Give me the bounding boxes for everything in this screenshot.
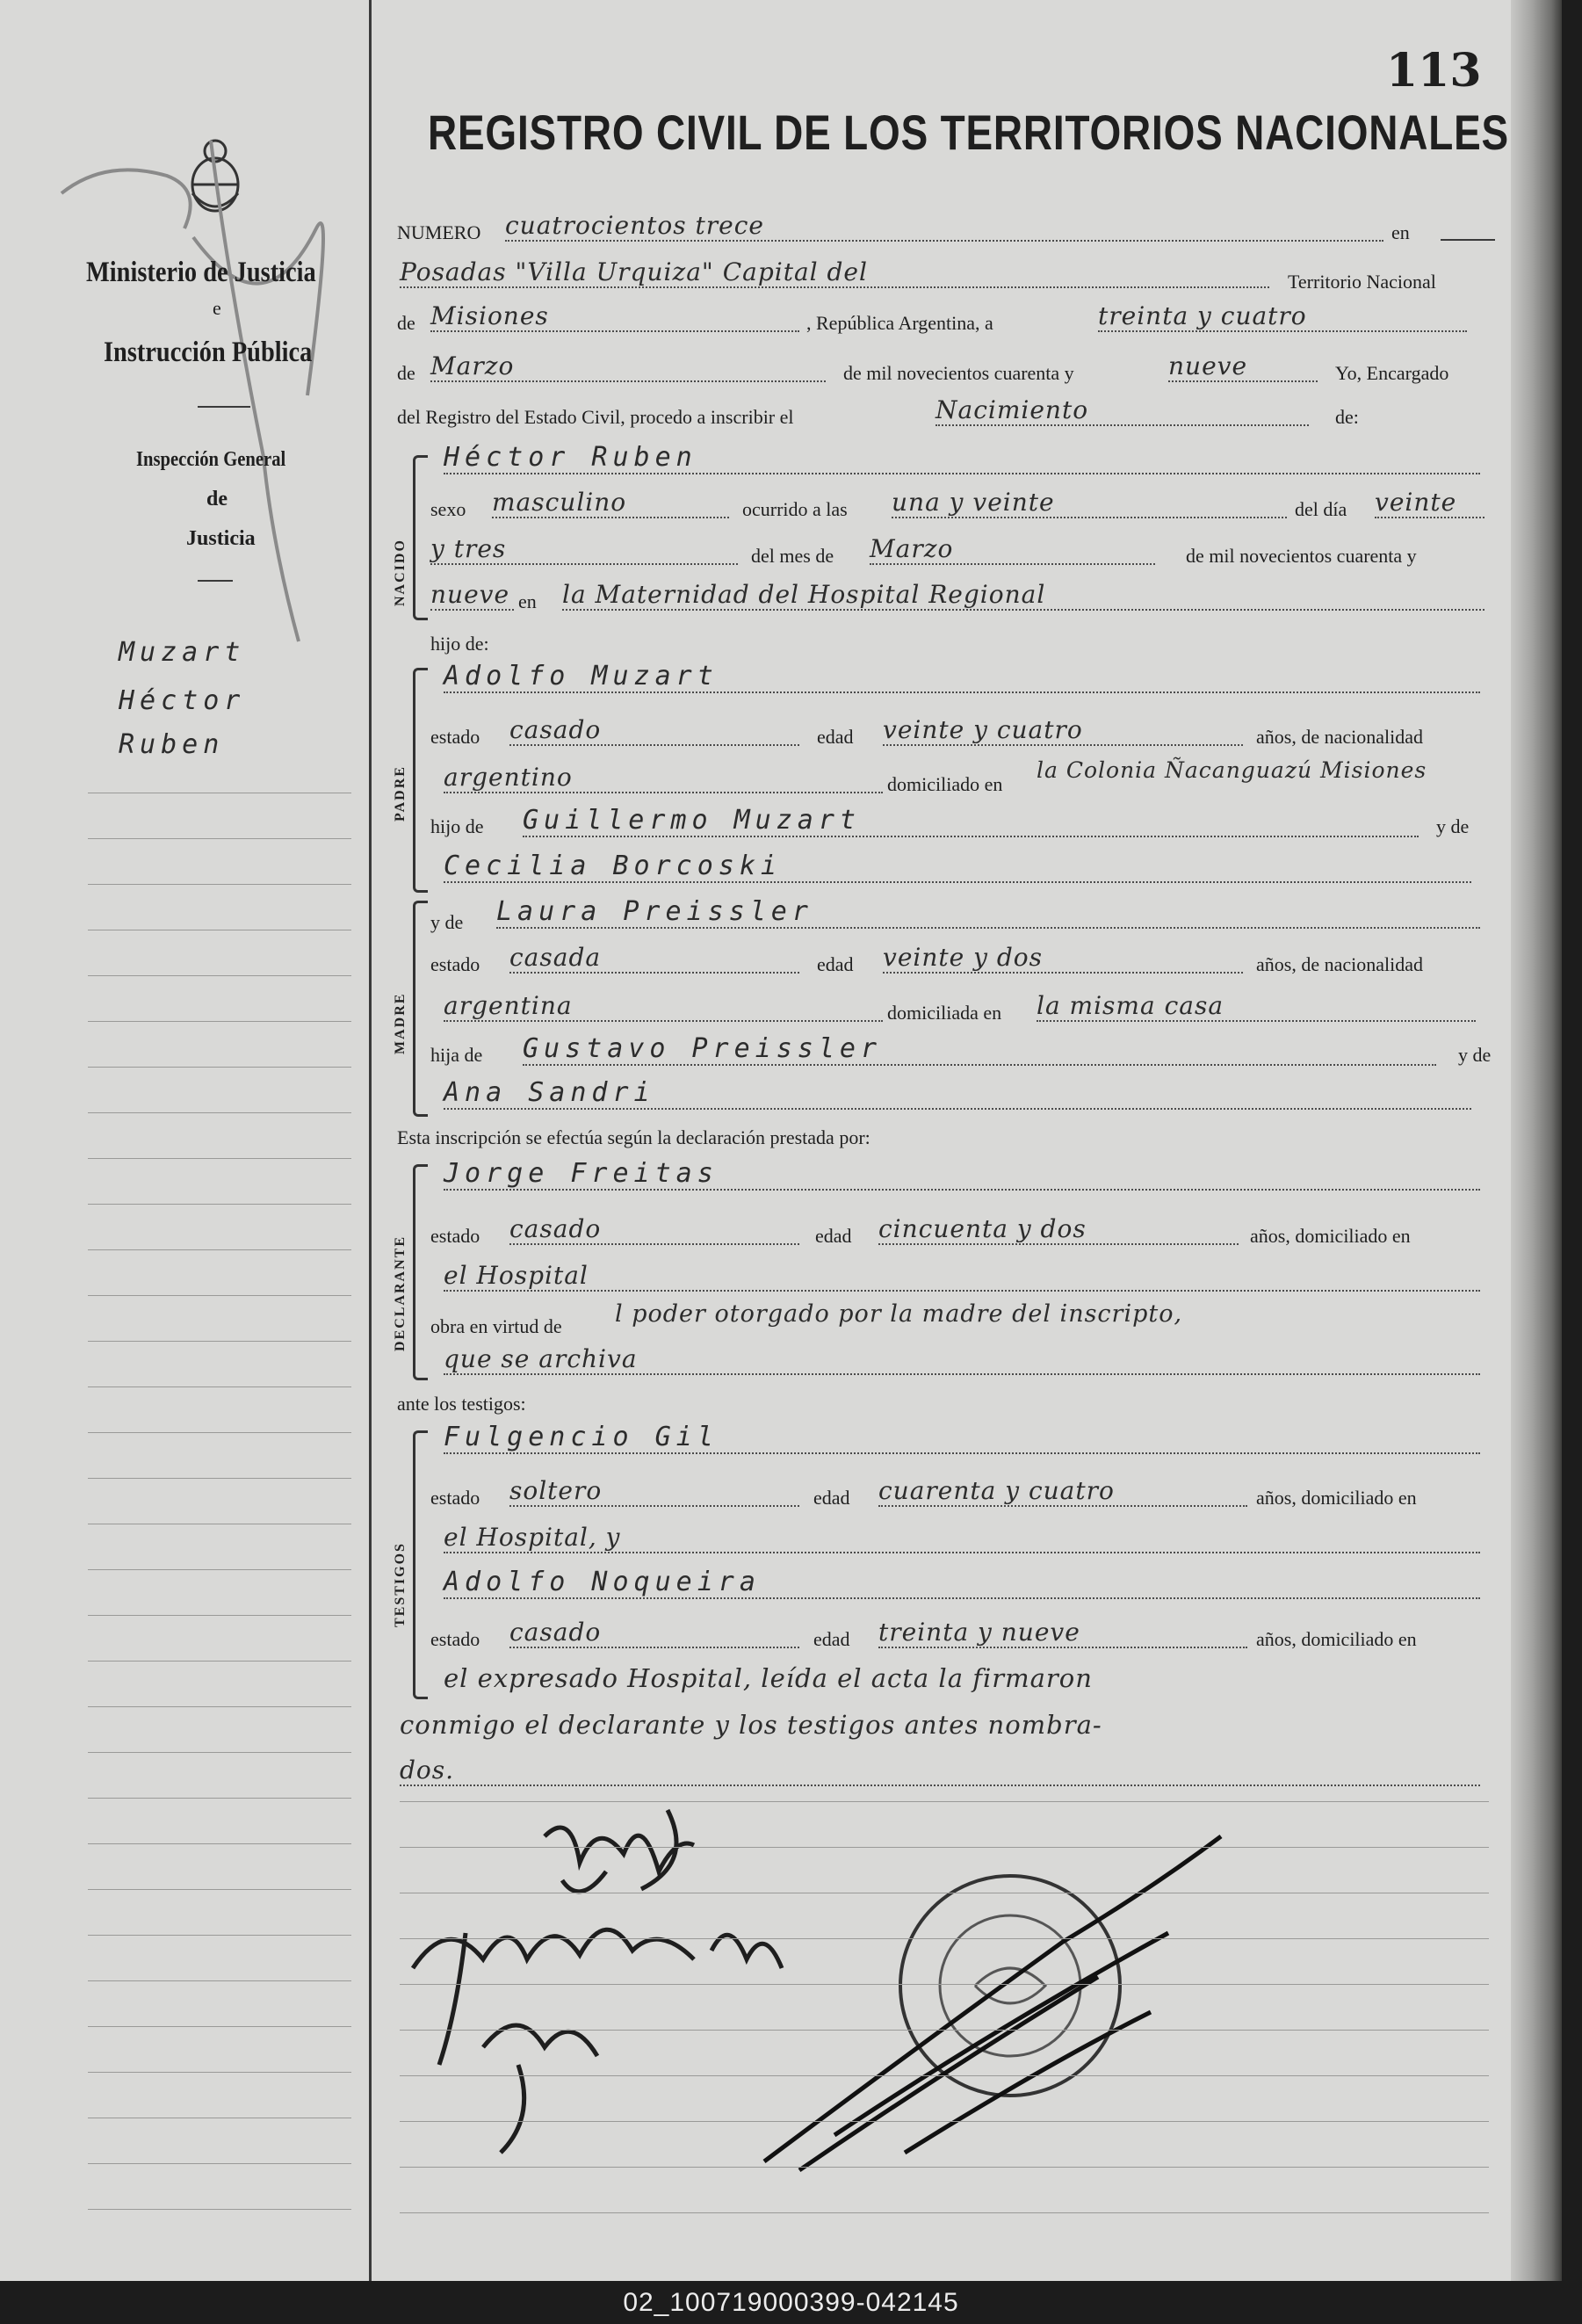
entry-dia-inscripcion: treinta y cuatro bbox=[1098, 301, 1467, 332]
main-ruled-line bbox=[400, 1847, 1489, 1848]
margin-signature-scribble bbox=[35, 105, 369, 650]
entry-padre-padre: Guillermo Muzart bbox=[523, 805, 1419, 837]
left-ruled-line bbox=[88, 1341, 351, 1342]
label-del-dia: del día bbox=[1295, 498, 1347, 520]
label-en: en bbox=[1391, 221, 1410, 243]
brace-declarante bbox=[413, 1164, 428, 1380]
label-numero: NUMERO bbox=[397, 221, 481, 243]
entry-hora: una y veinte bbox=[892, 488, 1287, 518]
brace-padre bbox=[413, 668, 428, 893]
left-ruled-line bbox=[88, 1843, 351, 1844]
inspection-line-3: Justicia bbox=[186, 527, 256, 550]
label-registro: del Registro del Estado Civil, procedo a inscribir el bbox=[397, 406, 794, 428]
label-del-mes: del mes de bbox=[751, 545, 834, 567]
label-ante: ante los testigos: bbox=[397, 1393, 526, 1415]
label-declarante-anos-dom: años, domiciliado en bbox=[1250, 1225, 1411, 1247]
main-ruled-line bbox=[400, 1984, 1489, 1985]
left-ruled-line bbox=[88, 1249, 351, 1250]
section-label-testigos: TESTIGOS bbox=[393, 1542, 408, 1627]
label-madre-hija-de: hija de bbox=[430, 1044, 483, 1066]
left-ruled-line bbox=[88, 1158, 351, 1159]
left-ruled-line bbox=[88, 1478, 351, 1479]
label-madre-y-de: y de bbox=[430, 911, 464, 933]
brace-testigos bbox=[413, 1430, 428, 1699]
entry-testigo2-edad: treinta y nueve bbox=[878, 1618, 1247, 1648]
margin-given-name-1: Héctor bbox=[119, 685, 246, 716]
entry-declarante-domicilio: el Hospital bbox=[444, 1261, 1480, 1292]
left-ruled-line bbox=[88, 1295, 351, 1296]
entry-nombre: Héctor Ruben bbox=[444, 442, 1480, 474]
entry-testigo1-nombre: Fulgencio Gil bbox=[444, 1422, 1480, 1454]
label-testigo2-estado: estado bbox=[430, 1628, 480, 1650]
label-padre-estado: estado bbox=[430, 726, 480, 748]
label-territorio: Territorio Nacional bbox=[1288, 271, 1436, 293]
entry-dia-nacimiento: veinte bbox=[1375, 488, 1484, 518]
brace-nacido bbox=[413, 455, 428, 620]
entry-lugar: Posadas "Villa Urquiza" Capital del bbox=[400, 257, 1269, 288]
entry-dia-nacimiento-2: y tres bbox=[430, 534, 738, 565]
entry-testigo1-estado: soltero bbox=[509, 1476, 799, 1507]
main-ruled-line bbox=[400, 2030, 1489, 2031]
entry-cierre-3: dos. bbox=[400, 1756, 1480, 1786]
label-declarante-estado: estado bbox=[430, 1225, 480, 1247]
left-ruled-line bbox=[88, 1706, 351, 1707]
main-ruled-line bbox=[400, 1801, 1489, 1802]
inspection-line-2: de bbox=[206, 488, 228, 510]
label-de-mil: de mil novecientos cuarenta y bbox=[843, 362, 1074, 384]
left-ruled-line bbox=[88, 1569, 351, 1570]
label-testigo2-edad: edad bbox=[813, 1628, 850, 1650]
entry-ano-inscripcion: nueve bbox=[1168, 351, 1318, 382]
entry-testigo2-estado: casado bbox=[509, 1618, 799, 1648]
label-padre-edad: edad bbox=[817, 726, 854, 748]
page-number: 113 bbox=[1386, 44, 1482, 98]
main-ruled-line bbox=[400, 2121, 1489, 2122]
entry-declarante-estado: casado bbox=[509, 1214, 799, 1245]
label-de-mes: de bbox=[397, 362, 415, 384]
entry-testigo1-domicilio: el Hospital, y bbox=[444, 1523, 1480, 1553]
image-id-footer: 02_100719000399-042145 bbox=[623, 2288, 959, 2317]
label-de-mil-2: de mil novecientos cuarenta y bbox=[1186, 545, 1417, 567]
left-ruled-line bbox=[88, 975, 351, 976]
entry-cierre-1: el expresado Hospital, leída el acta la firmaron bbox=[444, 1663, 1093, 1693]
left-ruled-line bbox=[88, 1432, 351, 1433]
page-edge-shadow bbox=[1511, 0, 1562, 2281]
main-ruled-line bbox=[400, 2075, 1489, 2076]
entry-territorio: Misiones bbox=[430, 301, 799, 332]
label-padre-anos-nac: años, de nacionalidad bbox=[1256, 726, 1423, 748]
left-ruled-line bbox=[88, 884, 351, 885]
label-declarante-edad: edad bbox=[815, 1225, 852, 1247]
inspection-divider bbox=[198, 580, 233, 582]
entry-madre-nombre: Laura Preissler bbox=[496, 896, 1480, 929]
entry-mes-nacimiento: Marzo bbox=[870, 534, 1155, 565]
label-yo: Yo, Encargado bbox=[1335, 362, 1449, 384]
entry-lugar-nacimiento: la Maternidad del Hospital Regional bbox=[562, 580, 1484, 611]
label-sexo: sexo bbox=[430, 498, 466, 520]
entry-mes-inscripcion: Marzo bbox=[430, 351, 826, 382]
label-testigo1-anos-dom: años, domiciliado en bbox=[1256, 1487, 1417, 1509]
entry-madre-domicilio: la misma casa bbox=[1037, 991, 1476, 1022]
margin-surname: Muzart bbox=[119, 637, 246, 668]
label-padre-y-de: y de bbox=[1436, 815, 1470, 837]
rule-en bbox=[1441, 239, 1495, 241]
main-ruled-line bbox=[400, 1938, 1489, 1939]
section-label-nacido: NACIDO bbox=[393, 539, 408, 606]
ministry-divider bbox=[198, 406, 250, 408]
section-label-declarante: DECLARANTE bbox=[393, 1234, 408, 1351]
entry-sexo: masculino bbox=[492, 488, 729, 518]
left-ruled-line bbox=[88, 1615, 351, 1616]
left-ruled-line bbox=[88, 1935, 351, 1936]
label-testigo2-anos-dom: años, domiciliado en bbox=[1256, 1628, 1417, 1650]
entry-padre-nacionalidad: argentino bbox=[444, 763, 883, 793]
entry-madre-madre: Ana Sandri bbox=[444, 1077, 1471, 1110]
entry-declarante-nombre: Jorge Freitas bbox=[444, 1158, 1480, 1191]
label-madre-domiciliada: domiciliada en bbox=[887, 1002, 1002, 1024]
left-ruled-line bbox=[88, 1889, 351, 1890]
label-inscripcion: Esta inscripción se efectúa según la declaración prestada por: bbox=[397, 1126, 870, 1148]
entry-padre-nombre: Adolfo Muzart bbox=[444, 661, 1480, 693]
left-ruled-line bbox=[88, 1112, 351, 1113]
label-padre-hijo-de: hijo de bbox=[430, 815, 484, 837]
left-ruled-line bbox=[88, 1386, 351, 1387]
entry-madre-estado: casada bbox=[509, 943, 799, 974]
label-republica: , República Argentina, a bbox=[806, 312, 993, 334]
label-hijo-de: hijo de: bbox=[430, 633, 489, 655]
label-madre-estado: estado bbox=[430, 953, 480, 975]
entry-padre-domicilio: la Colonia Ñacanguazú Misiones bbox=[1037, 757, 1427, 783]
entry-obra-2: que se archiva bbox=[444, 1344, 1480, 1375]
entry-cierre-2: conmigo el declarante y los testigos antes nombra- bbox=[400, 1710, 1102, 1740]
left-ruled-line bbox=[88, 2209, 351, 2210]
entry-ano-nacimiento: nueve bbox=[430, 580, 514, 611]
entry-testigo2-nombre: Adolfo Noqueira bbox=[444, 1567, 1480, 1599]
entry-acto: Nacimiento bbox=[935, 395, 1309, 426]
entry-padre-estado: casado bbox=[509, 715, 799, 746]
label-de: de bbox=[397, 312, 415, 334]
section-label-madre: MADRE bbox=[393, 992, 408, 1054]
ministry-line-1: Ministerio de Justicia bbox=[86, 257, 316, 288]
label-de-colon: de: bbox=[1335, 406, 1359, 428]
register-title: REGISTRO CIVIL DE LOS TERRITORIOS NACIONALES bbox=[428, 105, 1509, 160]
left-ruled-line bbox=[88, 2163, 351, 2164]
label-testigo1-edad: edad bbox=[813, 1487, 850, 1509]
left-ruled-line bbox=[88, 1752, 351, 1753]
entry-madre-nacionalidad: argentina bbox=[444, 991, 883, 1022]
entry-padre-madre: Cecilia Borcoski bbox=[444, 851, 1471, 883]
entry-numero: cuatrocientos trece bbox=[505, 211, 1383, 242]
entry-madre-padre: Gustavo Preissler bbox=[523, 1033, 1436, 1066]
column-divider bbox=[369, 0, 372, 2281]
label-madre-y-de: y de bbox=[1458, 1044, 1492, 1066]
section-label-padre: PADRE bbox=[393, 765, 408, 822]
brace-madre bbox=[413, 901, 428, 1117]
entry-obra-1: l poder otorgado por la madre del inscripto, bbox=[615, 1300, 1183, 1328]
entry-madre-edad: veinte y dos bbox=[883, 943, 1243, 974]
left-ruled-line bbox=[88, 838, 351, 839]
label-madre-edad: edad bbox=[817, 953, 854, 975]
entry-declarante-edad: cincuenta y dos bbox=[878, 1214, 1239, 1245]
left-ruled-line bbox=[88, 1021, 351, 1022]
label-madre-anos-nac: años, de nacionalidad bbox=[1256, 953, 1423, 975]
ministry-line-2: e bbox=[213, 297, 221, 319]
main-ruled-line bbox=[400, 2167, 1489, 2168]
label-obra: obra en virtud de bbox=[430, 1315, 562, 1337]
left-ruled-line bbox=[88, 1661, 351, 1662]
entry-testigo1-edad: cuarenta y cuatro bbox=[878, 1476, 1247, 1507]
left-ruled-line bbox=[88, 2072, 351, 2073]
inspection-line-1: Inspección General bbox=[136, 448, 286, 471]
label-testigo1-estado: estado bbox=[430, 1487, 480, 1509]
left-ruled-line bbox=[88, 1980, 351, 1981]
left-ruled-line bbox=[88, 1204, 351, 1205]
label-ocurrido: ocurrido a las bbox=[742, 498, 848, 520]
label-padre-domiciliado: domiciliado en bbox=[887, 773, 1003, 795]
label-en-lugar: en bbox=[518, 590, 537, 612]
ministry-line-3: Instrucción Pública bbox=[104, 337, 313, 368]
entry-padre-edad: veinte y cuatro bbox=[883, 715, 1243, 746]
main-ruled-line bbox=[400, 2212, 1489, 2213]
left-ruled-line bbox=[88, 1798, 351, 1799]
margin-given-name-2: Ruben bbox=[119, 729, 225, 760]
left-ruled-line bbox=[88, 2026, 351, 2027]
left-ruled-line bbox=[88, 1067, 351, 1068]
